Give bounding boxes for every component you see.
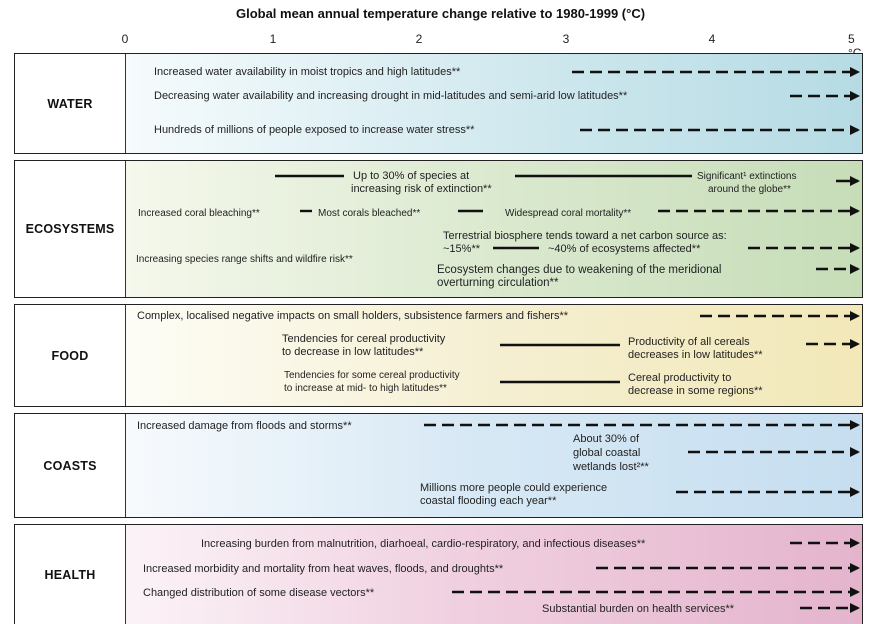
health-item-2: Increased morbidity and mortality from heat waves, floods, and droughts** bbox=[143, 563, 504, 575]
food-all-cereals-line1: Productivity of all cereals bbox=[628, 336, 750, 348]
food-some-cereal-line2: to increase at mid- to high latitudes** bbox=[284, 383, 447, 394]
eco-species-line1: Up to 30% of species at bbox=[353, 170, 470, 182]
health-item-1: Increasing burden from malnutrition, diarhoeal, cardio-respiratory, and infectious diseases** bbox=[201, 538, 646, 550]
eco-extinction-line1: Significant¹ extinctions bbox=[697, 171, 797, 182]
eco-biosphere-line1: Terrestrial biosphere tends toward a net carbon source as: bbox=[443, 230, 727, 242]
axis-tick-0: 0 bbox=[121, 32, 129, 46]
food-productivity-line1: Cereal productivity to bbox=[628, 372, 732, 384]
water-item-3: Hundreds of millions of people exposed to increase water stress** bbox=[154, 124, 475, 136]
category-label-health: HEALTH bbox=[15, 525, 126, 624]
eco-biosphere-40: ~40% of ecosystems affected** bbox=[548, 243, 701, 255]
eco-species-line2: increasing risk of extinction** bbox=[351, 183, 492, 195]
category-label-food: FOOD bbox=[15, 305, 126, 406]
health-item-4: Substantial burden on health services** bbox=[542, 603, 735, 615]
eco-coral-2: Most corals bleached** bbox=[318, 208, 421, 219]
water-item-1: Increased water availability in moist tropics and high latitudes** bbox=[154, 66, 461, 78]
axis-tick-5: 5 bbox=[848, 32, 855, 46]
eco-meridional-line2: overturning circulation** bbox=[437, 277, 559, 289]
coasts-damage: Increased damage from floods and storms** bbox=[137, 420, 352, 432]
eco-biosphere-15: ~15%** bbox=[443, 243, 481, 255]
food-cereal-line2: to decrease in low latitudes** bbox=[282, 346, 424, 358]
coasts-wetlands-line2: global coastal bbox=[573, 447, 641, 459]
category-label-ecosystems: ECOSYSTEMS bbox=[15, 161, 126, 297]
coasts-millions-line1: Millions more people could experience bbox=[420, 482, 608, 494]
axis-tick-2: 2 bbox=[415, 32, 423, 46]
food-productivity-line2: decrease in some regions** bbox=[628, 385, 763, 397]
axis-tick-4: 4 bbox=[708, 32, 716, 46]
axis-tick-3: 3 bbox=[562, 32, 570, 46]
food-complex: Complex, localised negative impacts on small holders, subsistence farmers and fishers** bbox=[137, 310, 569, 322]
category-label-coasts: COASTS bbox=[15, 414, 126, 517]
coasts-wetlands-line3: wetlands lost²** bbox=[573, 461, 649, 473]
eco-meridional-line1: Ecosystem changes due to weakening of the meridional bbox=[437, 264, 722, 276]
chart-title: Global mean annual temperature change relative to 1980-1999 (°C) bbox=[235, 6, 646, 21]
eco-coral-1: Increased coral bleaching** bbox=[138, 208, 260, 219]
eco-extinction-line2: around the globe** bbox=[708, 184, 791, 195]
coasts-wetlands-line1: About 30% of bbox=[573, 433, 640, 445]
water-item-2: Decreasing water availability and increasing drought in mid-latitudes and semi-arid low latitudes** bbox=[154, 90, 628, 102]
coasts-millions-line2: coastal flooding each year** bbox=[420, 495, 557, 507]
eco-range-shifts: Increasing species range shifts and wildfire risk** bbox=[136, 254, 353, 265]
food-cereal-line1: Tendencies for cereal productivity bbox=[282, 333, 446, 345]
food-all-cereals-line2: decreases in low latitudes** bbox=[628, 349, 763, 361]
eco-coral-3: Widespread coral mortality** bbox=[505, 208, 632, 219]
health-item-3: Changed distribution of some disease vectors** bbox=[143, 587, 375, 599]
food-some-cereal-line1: Tendencies for some cereal productivity bbox=[284, 370, 460, 381]
category-label-water: WATER bbox=[15, 54, 126, 153]
axis-tick-1: 1 bbox=[269, 32, 277, 46]
